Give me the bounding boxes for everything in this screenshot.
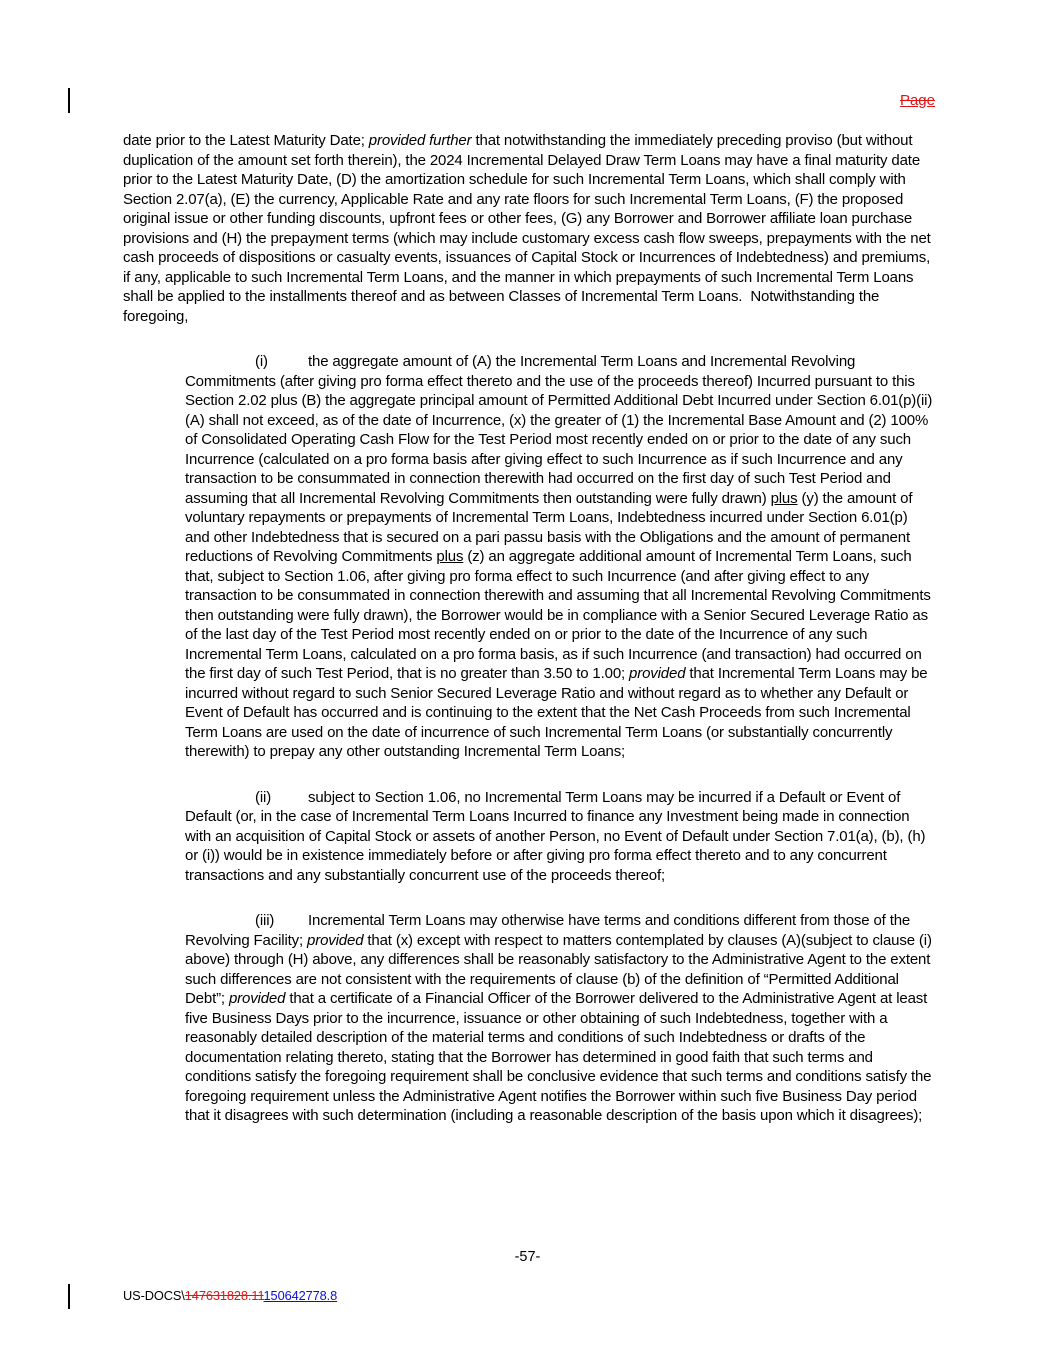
clause-ii — [185, 788, 935, 886]
footer-inserted-doc-id: 150642778.8 — [263, 1288, 338, 1303]
text-run: that notwithstanding the immediately preceding proviso (but without duplication of the amount set forth therein), the 2024 Incremental Delayed Draw Term Loans may have a final maturity date prior to the Latest Maturity Date, (D) the amortization schedule for such Incremental Term Loans, which shall comply with Section 2.07(a), (E) the currency, Applicable Rate and any rate floors for such Incremental Term Loans, (F) the proposed original issue or other funding discounts, upfront fees or other fees, (G) any Borrower and Borrower affiliate loan purchase provisions and (H) the prepayment terms (which may include customary excess cash flow sweeps, prepayments with the net cash proceeds of dispositions or casualty events, issuances of Capital Stock or Incurrences of Indebtedness) and premiums, if any, applicable to such Incremental Term Loans, and the manner in which prepayments of such Incremental Term Loans shall be applied to the installments thereof and as between Classes of Incremental Term Loans. Notwithstanding the foregoing, — [123, 132, 931, 325]
text-run: plus — [770, 489, 798, 507]
text-run: the aggregate amount of (A) the Incremental Term Loans and Incremental Revolving Commitments (after giving pro forma effect thereto and the use of the proceeds thereof) Incurred pursuant to this Section 2.02 plus (B) the aggregate principal amount of Permitted Additional Debt Incurred under Section 6.01(p)(ii)(A) shall not exceed, as of the date of Incurrence, (x) the greater of (1) the Incremental Base Amount and (2) 100% of Consolidated Operating Cash Flow for the Test Period most recently ended on or prior to the date of any such Incurrence (calculated on a pro forma basis after giving effect to such Incurrence as if such Incurrence and any transaction to be consummated in connection therewith had occurred on the first day of such Test Period and assuming that all Incremental Revolving Commitments then outstanding were fully drawn) — [185, 353, 933, 507]
header-deleted-page-label: Page — [899, 92, 935, 109]
change-bar-bottom — [68, 1284, 70, 1309]
text-run: provided — [307, 931, 364, 949]
text-run: Incremental Term Loans may otherwise have terms and conditions different from those of the Revolving Facility; — [185, 912, 911, 949]
footer-deleted-doc-id: 147631828.11 — [184, 1288, 264, 1303]
clause-i — [185, 352, 935, 762]
text-run: provided — [228, 990, 286, 1007]
text-run: provided — [629, 665, 686, 682]
document-body — [123, 131, 935, 1126]
text-run: (y) the amount of voluntary repayments or prepayments of Incremental Term Loans, Indebtedness incurred under Section 6.01(p) and other Indebtedness that is secured on a pari passu basis with the Obligations and the amount of permanent reductions of Revolving Commitments — [185, 489, 913, 565]
paragraph-number: (ii) — [255, 788, 272, 806]
text-run: plus — [436, 548, 464, 565]
text-run: (z) an aggregate additional amount of Incremental Term Loans, such that, subject to Section 1.06, after giving pro forma effect to such Incurrence (and after giving effect to any transaction to be consummated in connection therewith and assuming that all Incremental Revolving Commitments then outstanding were fully drawn), the Borrower would be in compliance with a Senior Secured Leverage Ratio as of the last day of the Test Period most recently ended on or prior to the date of the Incurrence of any such Incremental Term Loans, calculated on a pro forma basis, as if such Incurrence (and transaction) had occurred on the first day of such Test Period, that is no greater than 3.50 to 1.00; — [185, 548, 931, 682]
text-run: subject to Section 1.06, no Incremental Term Loans may be incurred if a Default or Event of Default (or, in the case of Incremental Term Loans Incurred to finance any Investment being made in connection with an acquisition of Capital Stock or assets of another Person, no Event of Default under Section 7.01(a), (b), (h) or (i)) would be in existence immediately before or after giving pro forma effect thereto and to any concurrent transactions and any substantially concurrent use of the proceeds thereof; — [185, 788, 926, 884]
footer-doc-prefix: US-DOCS\ — [123, 1288, 185, 1303]
document-footer — [123, 1288, 337, 1303]
text-run: provided further — [368, 132, 472, 149]
text-run: that (x) except with respect to matters contemplated by clauses (A)(subject to clause (i) above) through (H) above, any differences shall be reasonably satisfactory to the Administrative Agent to the extent such differences are not consistent with the requirements of clause (b) of the definition of “Permitted Additional Debt”; — [185, 931, 932, 1007]
paragraph-number: (iii) — [255, 912, 275, 929]
text-run: that Incremental Term Loans may be incurred without regard to such Senior Secured Leverage Ratio and without regard as to whether any Default or Event of Default has occurred and is continuing to the extent that the Net Cash Proceeds from such Incremental Term Loans are used on the date of incurrence of such Incremental Term Loans (or substantially concurrently therewith) to prepay any other outstanding Incremental Term Loans; — [185, 665, 928, 760]
text-run: date prior to the Latest Maturity Date; — [123, 132, 369, 149]
text-run: that a certificate of a Financial Officer of the Borrower delivered to the Administrative Agent at least five Business Days prior to the incurrence, issuance or other obtaining of such Indebtedness, together with a reasonably detailed description of the material terms and conditions of such Indebtedness or drafts of the documentation relating thereto, stating that the Borrower has determined in good faith that such terms and conditions satisfy the foregoing requirement shall be conclusive evidence that such terms and conditions satisfy the foregoing requirement unless the Administrative Agent notifies the Borrower within such five Business Day period that it disagrees with such determination (including a reasonable description of the basis upon which it disagrees); — [185, 990, 932, 1124]
change-bar-top — [68, 88, 70, 113]
page-number: -57- — [514, 1249, 541, 1265]
clause-iii — [185, 911, 935, 1126]
intro-paragraph — [123, 131, 935, 326]
paragraph-number: (i) — [255, 353, 268, 370]
